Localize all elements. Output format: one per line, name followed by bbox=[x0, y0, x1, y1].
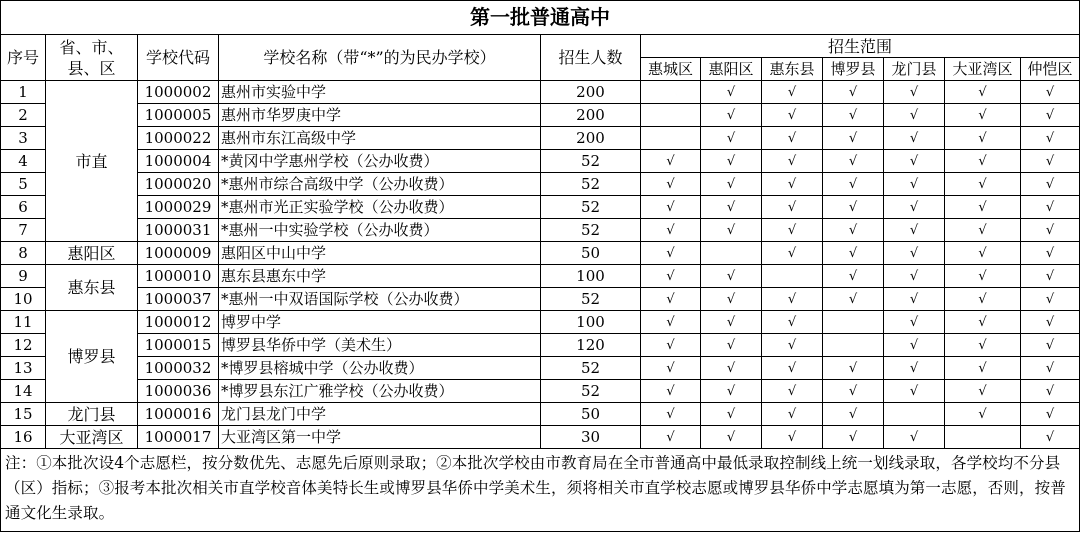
table-row bbox=[1, 357, 1080, 380]
check-mark: √ bbox=[823, 104, 884, 127]
row-quota: 52 bbox=[541, 357, 641, 380]
check-mark: √ bbox=[945, 288, 1021, 311]
check-mark: √ bbox=[762, 127, 823, 150]
check-mark: √ bbox=[1021, 219, 1080, 242]
header-quota: 招生人数 bbox=[541, 35, 641, 81]
check-mark: √ bbox=[701, 173, 762, 196]
check-mark: √ bbox=[641, 242, 701, 265]
row-school-name: 惠州市东江高级中学 bbox=[219, 127, 541, 150]
empty-cell bbox=[641, 81, 701, 104]
header-region: 仲恺区 bbox=[1021, 58, 1080, 81]
check-mark: √ bbox=[641, 196, 701, 219]
check-mark: √ bbox=[641, 403, 701, 426]
empty-cell bbox=[641, 104, 701, 127]
row-code: 1000016 bbox=[138, 403, 219, 426]
row-quota: 52 bbox=[541, 173, 641, 196]
check-mark: √ bbox=[1021, 357, 1080, 380]
header-district: 省、市、县、区 bbox=[46, 35, 138, 81]
header-scope: 招生范围 bbox=[641, 35, 1080, 58]
row-code: 1000022 bbox=[138, 127, 219, 150]
row-code: 1000017 bbox=[138, 426, 219, 449]
check-mark: √ bbox=[762, 288, 823, 311]
row-seq: 7 bbox=[1, 219, 46, 242]
row-seq: 8 bbox=[1, 242, 46, 265]
table-row bbox=[1, 150, 1080, 173]
empty-cell bbox=[884, 403, 945, 426]
check-mark: √ bbox=[823, 242, 884, 265]
check-mark: √ bbox=[884, 242, 945, 265]
row-district: 博罗县 bbox=[46, 311, 138, 403]
check-mark: √ bbox=[701, 426, 762, 449]
row-school-name: 惠东县惠东中学 bbox=[219, 265, 541, 288]
note-row bbox=[1, 449, 1080, 532]
row-seq: 13 bbox=[1, 357, 46, 380]
row-seq: 16 bbox=[1, 426, 46, 449]
check-mark: √ bbox=[1021, 334, 1080, 357]
check-mark: √ bbox=[701, 127, 762, 150]
check-mark: √ bbox=[762, 173, 823, 196]
check-mark: √ bbox=[701, 288, 762, 311]
row-code: 1000010 bbox=[138, 265, 219, 288]
header-row-1 bbox=[1, 35, 1080, 58]
check-mark: √ bbox=[762, 104, 823, 127]
check-mark: √ bbox=[945, 311, 1021, 334]
check-mark: √ bbox=[701, 219, 762, 242]
row-code: 1000020 bbox=[138, 173, 219, 196]
row-seq: 5 bbox=[1, 173, 46, 196]
check-mark: √ bbox=[762, 219, 823, 242]
check-mark: √ bbox=[1021, 426, 1080, 449]
row-seq: 14 bbox=[1, 380, 46, 403]
row-code: 1000037 bbox=[138, 288, 219, 311]
check-mark: √ bbox=[762, 196, 823, 219]
check-mark: √ bbox=[823, 288, 884, 311]
row-district: 惠东县 bbox=[46, 265, 138, 311]
table-row bbox=[1, 403, 1080, 426]
row-code: 1000029 bbox=[138, 196, 219, 219]
header-region: 大亚湾区 bbox=[945, 58, 1021, 81]
header-region: 龙门县 bbox=[884, 58, 945, 81]
row-school-name: 惠州市实验中学 bbox=[219, 81, 541, 104]
row-seq: 6 bbox=[1, 196, 46, 219]
check-mark: √ bbox=[945, 150, 1021, 173]
row-seq: 11 bbox=[1, 311, 46, 334]
row-quota: 120 bbox=[541, 334, 641, 357]
row-school-name: 博罗中学 bbox=[219, 311, 541, 334]
row-quota: 200 bbox=[541, 81, 641, 104]
check-mark: √ bbox=[641, 380, 701, 403]
row-code: 1000032 bbox=[138, 357, 219, 380]
empty-cell bbox=[945, 426, 1021, 449]
row-district: 市直 bbox=[46, 81, 138, 242]
row-quota: 50 bbox=[541, 242, 641, 265]
row-seq: 1 bbox=[1, 81, 46, 104]
row-quota: 52 bbox=[541, 380, 641, 403]
check-mark: √ bbox=[884, 219, 945, 242]
check-mark: √ bbox=[823, 403, 884, 426]
check-mark: √ bbox=[641, 219, 701, 242]
check-mark: √ bbox=[945, 196, 1021, 219]
header-region: 博罗县 bbox=[823, 58, 884, 81]
check-mark: √ bbox=[945, 104, 1021, 127]
check-mark: √ bbox=[641, 150, 701, 173]
check-mark: √ bbox=[945, 380, 1021, 403]
row-seq: 15 bbox=[1, 403, 46, 426]
row-school-name: 惠州市华罗庚中学 bbox=[219, 104, 541, 127]
row-school-name: *惠州市综合高级中学（公办收费） bbox=[219, 173, 541, 196]
table-row bbox=[1, 104, 1080, 127]
check-mark: √ bbox=[641, 357, 701, 380]
row-quota: 50 bbox=[541, 403, 641, 426]
row-code: 1000015 bbox=[138, 334, 219, 357]
check-mark: √ bbox=[884, 380, 945, 403]
check-mark: √ bbox=[1021, 196, 1080, 219]
row-code: 1000002 bbox=[138, 81, 219, 104]
check-mark: √ bbox=[641, 334, 701, 357]
table-row bbox=[1, 173, 1080, 196]
check-mark: √ bbox=[945, 265, 1021, 288]
check-mark: √ bbox=[701, 81, 762, 104]
empty-cell bbox=[641, 127, 701, 150]
row-quota: 100 bbox=[541, 311, 641, 334]
check-mark: √ bbox=[701, 403, 762, 426]
check-mark: √ bbox=[823, 426, 884, 449]
check-mark: √ bbox=[945, 219, 1021, 242]
check-mark: √ bbox=[701, 196, 762, 219]
check-mark: √ bbox=[884, 334, 945, 357]
check-mark: √ bbox=[762, 150, 823, 173]
table-row bbox=[1, 127, 1080, 150]
check-mark: √ bbox=[884, 311, 945, 334]
check-mark: √ bbox=[762, 380, 823, 403]
check-mark: √ bbox=[701, 380, 762, 403]
check-mark: √ bbox=[1021, 150, 1080, 173]
check-mark: √ bbox=[641, 311, 701, 334]
check-mark: √ bbox=[823, 357, 884, 380]
table-row bbox=[1, 219, 1080, 242]
check-mark: √ bbox=[1021, 403, 1080, 426]
row-quota: 52 bbox=[541, 288, 641, 311]
row-seq: 2 bbox=[1, 104, 46, 127]
check-mark: √ bbox=[762, 334, 823, 357]
check-mark: √ bbox=[641, 173, 701, 196]
header-region: 惠东县 bbox=[762, 58, 823, 81]
table-row bbox=[1, 265, 1080, 288]
row-code: 1000012 bbox=[138, 311, 219, 334]
check-mark: √ bbox=[945, 334, 1021, 357]
check-mark: √ bbox=[762, 426, 823, 449]
table-row bbox=[1, 426, 1080, 449]
check-mark: √ bbox=[884, 426, 945, 449]
check-mark: √ bbox=[884, 150, 945, 173]
row-seq: 4 bbox=[1, 150, 46, 173]
row-code: 1000004 bbox=[138, 150, 219, 173]
check-mark: √ bbox=[945, 127, 1021, 150]
check-mark: √ bbox=[701, 104, 762, 127]
row-quota: 30 bbox=[541, 426, 641, 449]
table-row bbox=[1, 311, 1080, 334]
row-quota: 52 bbox=[541, 196, 641, 219]
check-mark: √ bbox=[762, 81, 823, 104]
row-seq: 10 bbox=[1, 288, 46, 311]
table-row bbox=[1, 288, 1080, 311]
check-mark: √ bbox=[945, 81, 1021, 104]
check-mark: √ bbox=[945, 357, 1021, 380]
check-mark: √ bbox=[823, 219, 884, 242]
check-mark: √ bbox=[701, 265, 762, 288]
check-mark: √ bbox=[884, 265, 945, 288]
check-mark: √ bbox=[945, 403, 1021, 426]
check-mark: √ bbox=[945, 173, 1021, 196]
check-mark: √ bbox=[823, 265, 884, 288]
check-mark: √ bbox=[884, 288, 945, 311]
check-mark: √ bbox=[762, 311, 823, 334]
row-school-name: *惠州一中双语国际学校（公办收费） bbox=[219, 288, 541, 311]
row-code: 1000005 bbox=[138, 104, 219, 127]
check-mark: √ bbox=[945, 242, 1021, 265]
check-mark: √ bbox=[1021, 265, 1080, 288]
check-mark: √ bbox=[762, 357, 823, 380]
row-school-name: *博罗县东江广雅学校（公办收费） bbox=[219, 380, 541, 403]
check-mark: √ bbox=[1021, 311, 1080, 334]
check-mark: √ bbox=[884, 173, 945, 196]
check-mark: √ bbox=[1021, 104, 1080, 127]
header-code: 学校代码 bbox=[138, 35, 219, 81]
check-mark: √ bbox=[884, 357, 945, 380]
row-code: 1000009 bbox=[138, 242, 219, 265]
check-mark: √ bbox=[701, 150, 762, 173]
check-mark: √ bbox=[1021, 288, 1080, 311]
row-seq: 9 bbox=[1, 265, 46, 288]
row-quota: 200 bbox=[541, 127, 641, 150]
check-mark: √ bbox=[641, 426, 701, 449]
row-district: 大亚湾区 bbox=[46, 426, 138, 449]
check-mark: √ bbox=[823, 380, 884, 403]
check-mark: √ bbox=[641, 288, 701, 311]
table-row bbox=[1, 380, 1080, 403]
check-mark: √ bbox=[823, 173, 884, 196]
row-district: 龙门县 bbox=[46, 403, 138, 426]
empty-cell bbox=[701, 242, 762, 265]
check-mark: √ bbox=[884, 127, 945, 150]
check-mark: √ bbox=[762, 403, 823, 426]
check-mark: √ bbox=[641, 265, 701, 288]
row-district: 惠阳区 bbox=[46, 242, 138, 265]
row-school-name: 大亚湾区第一中学 bbox=[219, 426, 541, 449]
footnote: 注：①本批次设4个志愿栏，按分数优先、志愿先后原则录取；②本批次学校由市教育局在全市普通高中最低录取控制线上统一划线录取，各学校均不分县（区）指标；③报考本批次相关市直学校音体美特长生或博罗县华侨中学美术生，须将相关市直学校志愿或博罗县华侨中学志愿填为第一志愿，否则，按普通文化生录取。 bbox=[1, 449, 1080, 532]
table-row bbox=[1, 242, 1080, 265]
empty-cell bbox=[823, 334, 884, 357]
row-school-name: *博罗县榕城中学（公办收费） bbox=[219, 357, 541, 380]
row-school-name: *黄冈中学惠州学校（公办收费） bbox=[219, 150, 541, 173]
check-mark: √ bbox=[823, 81, 884, 104]
check-mark: √ bbox=[1021, 242, 1080, 265]
title-row bbox=[1, 1, 1080, 35]
row-code: 1000031 bbox=[138, 219, 219, 242]
row-code: 1000036 bbox=[138, 380, 219, 403]
empty-cell bbox=[762, 265, 823, 288]
row-quota: 52 bbox=[541, 150, 641, 173]
check-mark: √ bbox=[701, 334, 762, 357]
check-mark: √ bbox=[1021, 380, 1080, 403]
check-mark: √ bbox=[823, 127, 884, 150]
check-mark: √ bbox=[1021, 173, 1080, 196]
check-mark: √ bbox=[823, 150, 884, 173]
table-row bbox=[1, 196, 1080, 219]
row-seq: 12 bbox=[1, 334, 46, 357]
check-mark: √ bbox=[884, 196, 945, 219]
row-school-name: 惠阳区中山中学 bbox=[219, 242, 541, 265]
row-school-name: 龙门县龙门中学 bbox=[219, 403, 541, 426]
header-region: 惠阳区 bbox=[701, 58, 762, 81]
header-name: 学校名称（带“*”的为民办学校） bbox=[219, 35, 541, 81]
table-title: 第一批普通高中 bbox=[1, 1, 1080, 35]
check-mark: √ bbox=[884, 81, 945, 104]
row-school-name: 博罗县华侨中学（美术生） bbox=[219, 334, 541, 357]
table-row bbox=[1, 81, 1080, 104]
row-school-name: *惠州市光正实验学校（公办收费） bbox=[219, 196, 541, 219]
check-mark: √ bbox=[701, 311, 762, 334]
check-mark: √ bbox=[701, 357, 762, 380]
check-mark: √ bbox=[762, 242, 823, 265]
check-mark: √ bbox=[823, 196, 884, 219]
header-seq: 序号 bbox=[1, 35, 46, 81]
row-quota: 100 bbox=[541, 265, 641, 288]
header-region: 惠城区 bbox=[641, 58, 701, 81]
row-quota: 200 bbox=[541, 104, 641, 127]
row-school-name: *惠州一中实验学校（公办收费） bbox=[219, 219, 541, 242]
empty-cell bbox=[823, 311, 884, 334]
row-seq: 3 bbox=[1, 127, 46, 150]
check-mark: √ bbox=[884, 104, 945, 127]
table-row bbox=[1, 334, 1080, 357]
check-mark: √ bbox=[1021, 127, 1080, 150]
row-quota: 52 bbox=[541, 219, 641, 242]
check-mark: √ bbox=[1021, 81, 1080, 104]
